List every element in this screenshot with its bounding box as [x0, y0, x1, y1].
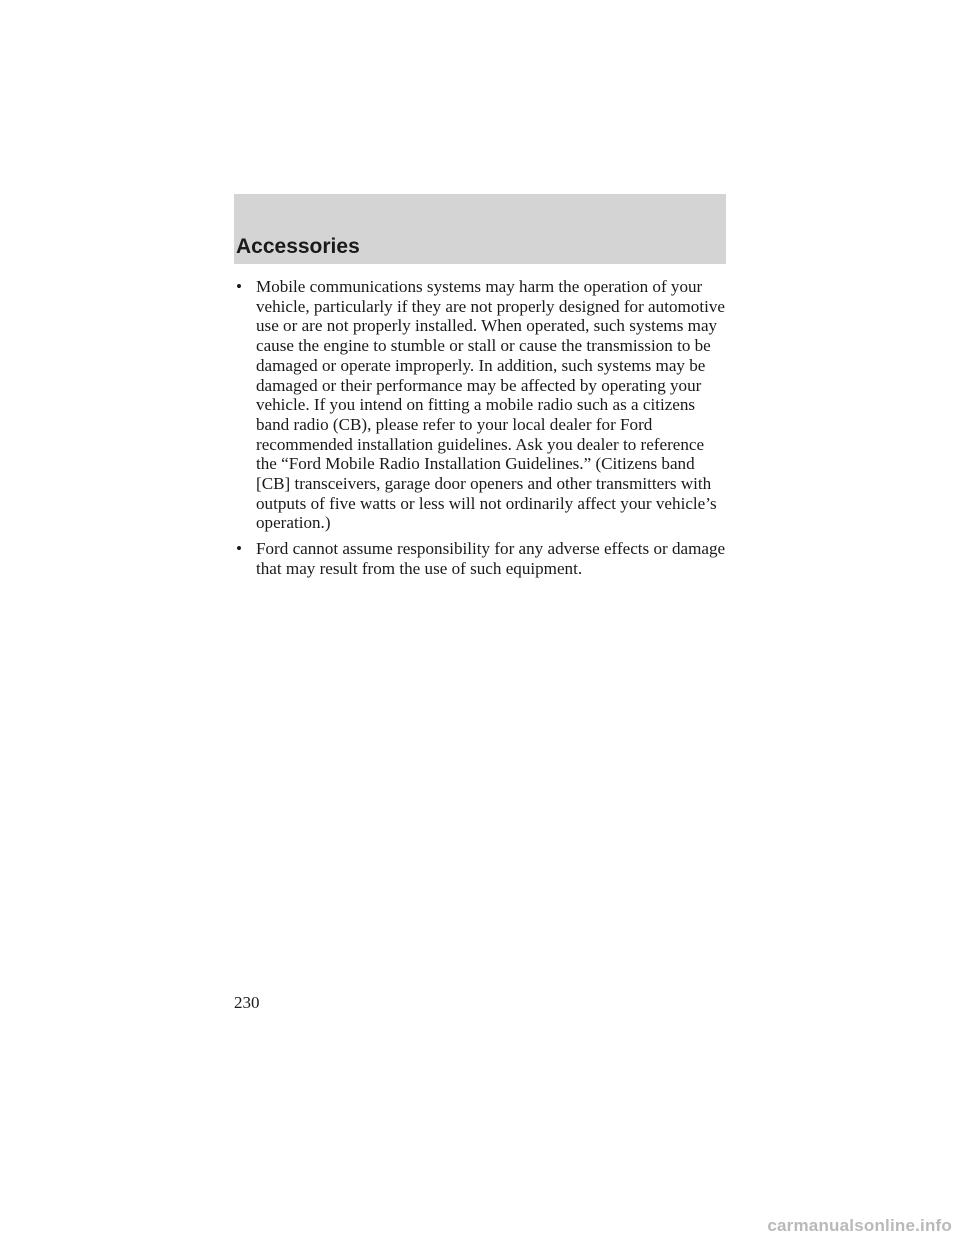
page-number: 230	[234, 993, 260, 1012]
bullet-icon: •	[236, 539, 242, 559]
watermark: carmanualsonline.info	[767, 1216, 952, 1235]
bullet-list	[234, 277, 726, 579]
section-title: Accessories	[236, 235, 360, 258]
list-item	[234, 539, 726, 578]
bullet-text: Mobile communications systems may harm the operation of your vehicle, particularly if they are not properly designed for automotive use or are not properly installed. When operated, such systems may cause the engine to stumble or stall or cause the transmission to be damaged or operate improperly. In addition, such systems may be damaged or their performance may be affected by operating your vehicle. If you intend on fitting a mobile radio such as a citizens band radio (CB), please refer to your local dealer for Ford recommended installation guidelines. Ask you dealer to reference the “Ford Mobile Radio Installation Guidelines.” (Citizens band [CB] transceivers, garage door openers and other transmitters with outputs of five watts or less will not ordinarily affect your vehicle’s operation.)	[256, 277, 725, 533]
bullet-text: Ford cannot assume responsibility for any adverse effects or damage that may result from the use of such equipment.	[256, 539, 726, 578]
bullet-icon: •	[236, 277, 242, 296]
list-item	[234, 277, 726, 533]
page-content	[234, 277, 726, 585]
